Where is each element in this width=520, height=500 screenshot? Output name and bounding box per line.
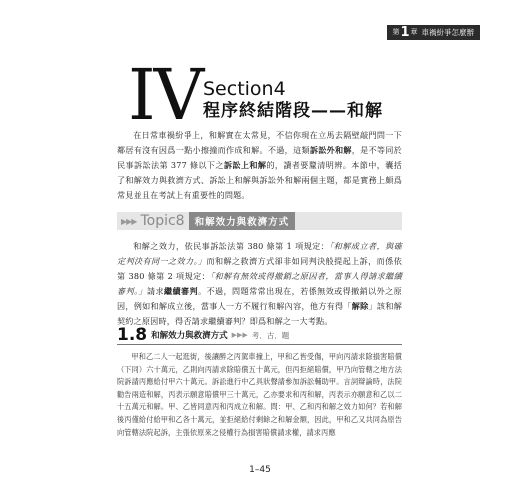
text-run: ，是不等同於民事訴訟法第 377 條以下之 [117,145,402,170]
intro-text [117,128,402,203]
highlight-term: 訴訟外和解 [309,145,352,155]
highlight-term: 繼續審判 [164,286,199,296]
highlight-term: 訴訟上和解 [223,160,267,170]
topic-title: 和解效力與救濟方式 [189,212,296,230]
topic-arrows-icon: ▶▶▶ [121,216,137,226]
case-number: 1.8 [117,325,148,345]
highlight-term: 解除 [351,301,369,311]
topic-banner [117,212,402,230]
chapter-header [387,24,480,40]
chapter-tab [387,25,480,40]
section-title: 程序終結階段——和解 [203,101,383,121]
text-run: 」該和解契約之原因時，得否請求繼續審判？即爲和解之一大考點。 [117,301,402,326]
text-run: 而和解之救濟方式卻非如同判決般提起上訴，而係依第 380 條第 2 項規定： [117,256,402,281]
case-tag: 考．古．題 [251,330,290,340]
case-arrows-icon: ▶▶▶ [231,331,248,339]
case-header [117,325,402,345]
section-roman-numeral: IV [128,54,203,136]
case-question [117,351,402,439]
section-heading [203,78,383,122]
text-run: 。不過，問題常常出現在，若係無效或得撤銷以外之原因，例如和解成立後，當事人一方不履行和解內容，他方有得「 [117,286,402,311]
topic-label: Topic8 [140,213,185,229]
chapter-suffix: 章 [410,28,418,36]
text-run: 請求 [146,286,164,296]
text-run: 的，讀者要釐清明辨。本節中，囊括了和解效力與救濟方式、訴訟上和解與訴訟外和解兩個主題，都是實務上頗爲常見並且在考試上有重要性的問題。 [117,160,402,200]
text-run: 和解之效力，依民事訴訟法第 380 條第 1 項規定： [133,241,330,251]
intro-paragraph [117,128,402,203]
topic-paragraph [117,239,402,329]
text-run: 在日常車禍紛爭上，和解實在太常見，不信你現在立馬去隔壁敲門問一下鄰居有沒有因爲一點小擦撞而作成和解。不過，這類 [117,130,402,155]
case-title: 和解效力與救濟方式 [151,331,228,341]
chapter-title: 車禍紛爭怎麼辦 [421,27,474,37]
case-question-text: 甲和乙二人一起逛街，後讓醉之丙駕車撞上，甲和乙皆受傷，甲向丙請求除損害賠償（下同）六十萬元，乙則向丙請求除賠償五十萬元，但丙拒絕賠償，甲乃向管轄之地方法院訴請丙應給付甲六十萬元。訴訟進行中乙具狀聲請參加訴訟輔助甲。言詞辯論時，法院勸告兩造和解，丙表示願意賠償甲三十萬元，乙亦要求和丙和解，丙表示亦願意和乙以二十五萬元和解。甲、乙皆同意丙和丙成立和解。問：甲、乙和丙和解之效力如何？若和解後丙僅給付給甲和乙各十萬元，並拒絕給付剩餘之和解金額，因此，甲和乙又共同為原告向管轄法院起訴，主張依原來之侵權行為損害賠償請求權，請求丙應 [117,352,402,437]
page-number: 1–45 [249,465,271,475]
chapter-prefix: 第 [392,28,400,36]
statute-quote: 「和解有無效或得撤銷之原因者，當事人得請求繼續審判。」 [117,271,402,296]
chapter-number: 1 [400,24,410,40]
section-label: Section4 [203,78,286,100]
topic-text [117,239,402,329]
case-divider [117,344,402,345]
statute-quote: 「和解成立者，與確定判決有同一之效力。」 [117,241,402,266]
